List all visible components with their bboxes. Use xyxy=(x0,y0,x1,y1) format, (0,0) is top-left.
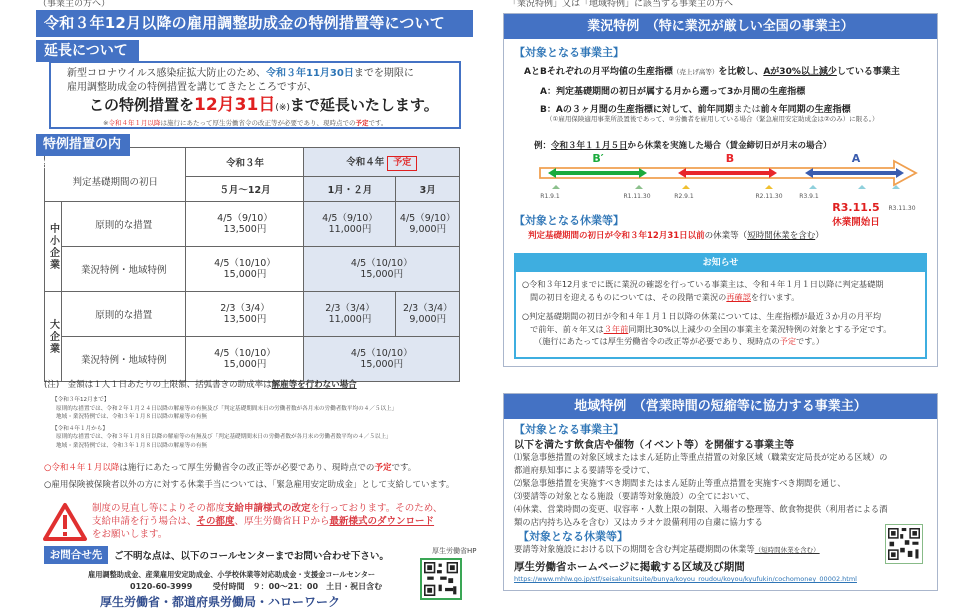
business-condition-special-panel xyxy=(503,13,938,367)
measure-type: 業況特例・地域特例 xyxy=(62,247,186,292)
note-emergency-subsidy: ○雇用保険被保険者以外の方に対する休業手当については、「緊急雇用安定助成金」として支給しています。 xyxy=(44,480,455,490)
deadline-date: 令和３年11月30日 xyxy=(266,68,354,79)
phone-number[interactable]: 0120-60-3999 xyxy=(130,582,193,591)
measure-type: 原則的な措置 xyxy=(62,292,186,337)
circle-notes xyxy=(44,460,454,494)
svg-text:R1.9.1: R1.9.1 xyxy=(540,193,560,200)
list-item: ⑶要請等の対象となる施設（要請等対象施設）の全てにおいて、 xyxy=(514,491,755,501)
audience-label: （事業主の方へ） xyxy=(38,0,111,9)
header-period-r4-mar: 3月 xyxy=(396,177,460,202)
list-item: 都道府県知事による要請等を受けて、 xyxy=(514,465,655,475)
detail-notes: 【令和３年12月まで】 原則的な措置では、令和２年１月２４日以降の解雇等の有無及び「判定基礎期間末日の労働者数が各月末の労働者数平均の４／５以上」 地域・業況特例では、令和３年１月８日以降の解雇等の有無 【令和４年１月から】 原則的な措置では、令和３年１月８日以降の解雇等の有無及び「判定基礎期間末日の労働者数が各月末の労働者数平均の４／５以上」 地域・業況特例では、令和３年１月８日以降の解雇等の有無 xyxy=(52,397,398,449)
segment-label-a: A xyxy=(851,152,861,165)
svg-text:R2.11.30: R2.11.30 xyxy=(755,193,783,200)
leave-start-label: 休業開始日 xyxy=(832,217,880,228)
notice-body: ○令和３年12月までに既に業況の確認を行っている事業主は、令和４年１月１日以降に判定基礎期 間の初日を迎えるものについては、その段階で業況の再確認を行います。 ○判定基礎期間の初日が令和４年１月１日以降の休業については、生産指標が最近３か月の月平均 で前年、前々年又は３年前同期比30%以上減少の全国の事業主を業況特例の対象とする予定です。 （施行にあたっては厚生労働省令の改正等が必要であり、現時点の予定です。） xyxy=(522,279,892,346)
list-item: ⑴緊急事態措置の対象区域またはまん延防止等重点措置の対象区域（職業安定局長が定める区域）の xyxy=(514,452,888,462)
extension-footnote: ※令和４年１月以降は施行にあたって厚生労働省令の改正等が必要であり、現時点での予定です。 xyxy=(103,119,388,127)
svg-text:R3.9.1: R3.9.1 xyxy=(799,193,819,200)
header-period-r3: ５月～12月 xyxy=(186,177,304,202)
call-center-name: 雇用調整助成金、産業雇用安定助成金、小学校休業等対応助成金・支援金コールセンター xyxy=(88,570,376,579)
extended-date: 12月31日 xyxy=(194,95,276,115)
target-employer-title: 【対象となる事業主】 xyxy=(514,46,624,59)
extension-box xyxy=(49,61,461,129)
measures-section-tab: 特例措置の内容 xyxy=(36,134,130,156)
warning-icon xyxy=(42,502,88,542)
list-item: 類の店内持ち込みを含む）又はカラオケ設備利用の自粛に協力する xyxy=(514,517,763,527)
example-heading: 例：令和３年１１月５日から休業を実施した場合（賃金締切日が月末の場合） xyxy=(534,141,832,151)
header-basis-date: 判定基礎期間の初日 xyxy=(45,148,186,202)
qr-code-icon[interactable] xyxy=(420,558,462,600)
list-item: ⑵緊急事態措置を実施すべき期間またはまん延防止等重点措置を実施すべき期間を通じ、 xyxy=(514,478,846,488)
contact-phone: 0120-60-3999 受付時間 ９：00～21：00 土日・祝日含む xyxy=(130,582,383,591)
extension-line-1: 新型コロナウイルス感染症拡大防止のため、令和３年11月30日までを期限に xyxy=(67,68,414,79)
notice-title: お知らせ xyxy=(516,255,925,272)
qr-label: 厚生労働省HP xyxy=(432,547,477,555)
rate-cell: 2/3（3/4） 13,500円 xyxy=(186,292,304,337)
rate-cell: 4/5（10/10） 15,000円 xyxy=(186,247,304,292)
regional-conditions xyxy=(514,451,887,529)
table-row xyxy=(45,247,460,292)
leave-start-date: R3.11.5 xyxy=(832,201,880,214)
definition-a: A：判定基礎期間の初日が属する月から遡って3か月間の生産指標 xyxy=(540,87,806,97)
planned-badge: 予定 xyxy=(387,156,417,171)
target-leave-title: 【対象となる休業等】 xyxy=(514,214,624,227)
table-row xyxy=(45,202,460,247)
target-leave-text: 判定基礎期間の初日が令和３年12月31日以前の休業等（短時間休業を含む） xyxy=(528,231,824,241)
rate-cell: 2/3（3/4） 11,000円 xyxy=(304,292,396,337)
rate-cell: 4/5（9/10） 9,000円 xyxy=(396,202,460,247)
ministry-footer: 厚生労働省・都道府県労働局・ハローワーク xyxy=(100,595,341,609)
list-item: ⑷休業、営業時間の変更、収容率・人数上限の制限、入場者の整理等、飲食物提供（利用者による酒 xyxy=(514,504,888,514)
group-label-sme: 中小企業 xyxy=(45,202,62,292)
warning-text: 制度の見直し等によりその都度支給申請様式の改定を行っております。そのため、 支給申請を行う場合は、その都度、厚生労働省ＨＰから最新様式のダウンロード をお願いします。 xyxy=(92,503,443,540)
measure-type: 業況特例・地域特例 xyxy=(62,337,186,382)
rate-cell: 4/5（9/10） 11,000円 xyxy=(304,202,396,247)
svg-text:R3.11.30: R3.11.30 xyxy=(888,205,916,212)
target-employer-title: 【対象となる事業主】 xyxy=(514,423,624,436)
definition-b: B：Aの３ヶ月間の生産指標に対して、前年同期または前々年同期の生産指標 xyxy=(540,105,851,115)
rate-cell: 4/5（10/10） 15,000円 xyxy=(304,247,460,292)
regional-lead: 以下を満たす飲食店や催物（イベント等）を開催する事業主等 xyxy=(514,440,794,451)
notice-box xyxy=(514,253,927,359)
panel-title: 業況特例 （特に業況が厳しい全国の事業主） xyxy=(504,14,937,39)
table-note: (注) 金額は１人１日あたりの上限額、括弧書きの助成率は解雇等を行わない場合 xyxy=(44,380,357,390)
link-title: 厚生労働省ホームページに掲載する区域及び期間 xyxy=(514,561,745,573)
panel-title: 地域特例 （営業時間の短縮等に協力する事業主） xyxy=(504,394,937,419)
measure-type: 原則的な措置 xyxy=(62,202,186,247)
svg-text:R1.11.30: R1.11.30 xyxy=(623,193,651,200)
qr-code-icon[interactable] xyxy=(885,524,923,564)
rate-cell: 4/5（9/10） 13,500円 xyxy=(186,202,304,247)
page-title: 令和３年12月以降の雇用調整助成金の特例措置等について xyxy=(36,10,473,37)
header-year-r4: 令和４年 予定 xyxy=(304,148,460,177)
rate-cell: 4/5（10/10） 15,000円 xyxy=(304,337,460,382)
group-label-large: 大企業 xyxy=(45,292,62,382)
target-leave-text: 要請等対象施設における以下の期間を含む判定基礎期間の休業等（短時間休業を含む） xyxy=(514,544,820,554)
segment-label-b: B xyxy=(725,152,735,165)
table-row xyxy=(45,292,460,337)
extension-headline: この特例措置を12月31日(※)まで延長いたします。 xyxy=(89,95,439,115)
note-planned: ○令和４年１月以降は施行にあたって厚生労働省令の改正等が必要であり、現時点での予定です。 xyxy=(44,463,417,473)
extension-line-2: 雇用調整助成金の特例措置を講じてきたところですが、 xyxy=(67,82,317,93)
measures-table xyxy=(44,147,460,382)
comparison-rule: AとBそれぞれの月平均値の生産指標（売上げ高等）を比較し、Aが30%以上減少している事業主 xyxy=(524,67,900,77)
regional-special-panel xyxy=(503,393,938,591)
segment-label-b-prime: B′ xyxy=(592,152,604,165)
header-year-r3: 令和３年 xyxy=(186,148,304,177)
rate-cell: 4/5（10/10） 15,000円 xyxy=(186,337,304,382)
contact-tab: お問合せ先 xyxy=(44,546,108,564)
definition-b-note: （①雇用保険適用事業所設置後であって、②労働者を雇用している場合（緊急雇用安定助成金は②のみ）に限る。） xyxy=(546,115,879,123)
rate-cell: 2/3（3/4） 9,000円 xyxy=(396,292,460,337)
extension-section-tab: 延長について xyxy=(36,40,139,62)
header-period-r4-jan-feb: 1月・２月 xyxy=(304,177,396,202)
svg-text:R2.9.1: R2.9.1 xyxy=(674,193,694,200)
table-row xyxy=(45,337,460,382)
audience-label: 「業況特例」又は「地域特例」に該当する事業主の方へ xyxy=(508,0,734,9)
target-leave-title: 【対象となる休業等】 xyxy=(518,530,628,543)
mhlw-link[interactable]: https://www.mhlw.go.jp/stf/seisakunitsuite/bunya/koyou_roudou/koyou/kyufukin/cochomoney_00002.html xyxy=(514,575,857,583)
contact-lead: ご不明な点は、以下のコールセンターまでお問い合わせ下さい。 xyxy=(114,551,389,562)
